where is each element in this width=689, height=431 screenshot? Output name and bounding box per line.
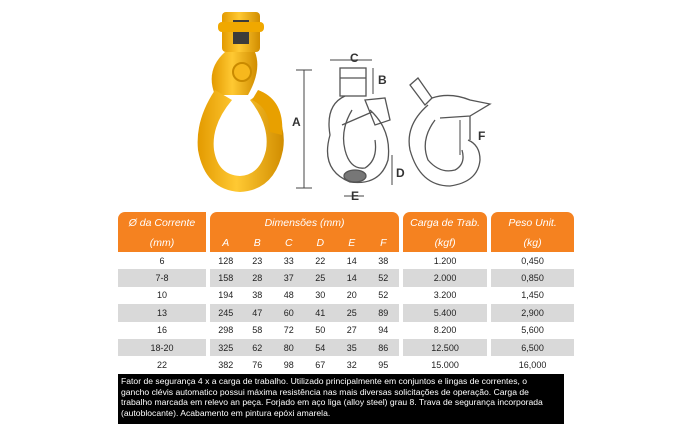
cell-dim: 50 bbox=[315, 325, 326, 336]
cell-weight: 5,600 bbox=[521, 325, 544, 336]
cell-dim: 98 bbox=[283, 360, 294, 371]
cell-dim: 38 bbox=[252, 290, 263, 301]
product-description bbox=[118, 374, 564, 424]
cell-dim: 76 bbox=[252, 360, 263, 371]
dim-label-c: C bbox=[350, 51, 359, 65]
cell-dim: 94 bbox=[378, 325, 389, 336]
header-weight: Peso Unit. bbox=[491, 212, 574, 234]
cell-dim: 30 bbox=[315, 290, 326, 301]
table-row bbox=[118, 356, 574, 373]
cell-dim: 52 bbox=[378, 290, 389, 301]
cell-dim: 95 bbox=[378, 360, 389, 371]
cell-dim: 52 bbox=[368, 269, 400, 286]
cell-weight: 6,500 bbox=[491, 339, 574, 356]
description-line: (autoblocante). Acabamento em pintura epóxi amarela. bbox=[121, 407, 331, 418]
cell-dim: 58 bbox=[252, 325, 263, 336]
cell-dim: 54 bbox=[305, 339, 337, 356]
cell-diameter: 16 bbox=[156, 325, 167, 336]
cell-load: 2.000 bbox=[403, 269, 487, 286]
cell-dim: 25 bbox=[305, 269, 337, 286]
cell-diameter: 7-8 bbox=[118, 269, 206, 286]
cell-dim: 194 bbox=[218, 290, 234, 301]
dim-label-f: F bbox=[478, 129, 486, 143]
cell-dim: 14 bbox=[336, 269, 368, 286]
header-dim-c: C bbox=[273, 234, 305, 252]
cell-load: 8.200 bbox=[433, 325, 457, 336]
description-line: gancho clévis automatico possui máxima resistência nas mais diversas solicitações de operação. Carga de bbox=[121, 386, 529, 397]
header-dim-e: E bbox=[336, 234, 368, 252]
dim-label-e: E bbox=[351, 189, 360, 203]
cell-dim: 22 bbox=[315, 255, 326, 266]
cell-dim: 89 bbox=[368, 304, 400, 321]
cell-dim: 48 bbox=[283, 290, 294, 301]
header-load-unit: (kgf) bbox=[403, 234, 487, 252]
cell-dim: 35 bbox=[336, 339, 368, 356]
cell-dim: 47 bbox=[242, 304, 274, 321]
cell-dim: 37 bbox=[273, 269, 305, 286]
cell-dim: 25 bbox=[336, 304, 368, 321]
header-dim-d: D bbox=[305, 234, 337, 252]
spec-table bbox=[118, 212, 574, 374]
cell-dim: 28 bbox=[242, 269, 274, 286]
cell-load: 3.200 bbox=[433, 290, 457, 301]
cell-dim: 60 bbox=[273, 304, 305, 321]
cell-dim: 38 bbox=[378, 255, 389, 266]
header-diameter-unit: (mm) bbox=[118, 234, 206, 252]
cell-dim: 27 bbox=[346, 325, 357, 336]
dim-label-b: B bbox=[378, 73, 387, 87]
table-row bbox=[118, 304, 574, 321]
dim-label-d: D bbox=[396, 166, 405, 180]
cell-diameter: 13 bbox=[118, 304, 206, 321]
cell-dim: 62 bbox=[242, 339, 274, 356]
cell-dim: 72 bbox=[283, 325, 294, 336]
cell-dim: 245 bbox=[210, 304, 242, 321]
cell-dim: 67 bbox=[315, 360, 326, 371]
cell-dim: 86 bbox=[368, 339, 400, 356]
header-dim-b: B bbox=[242, 234, 274, 252]
header-weight-unit: (kg) bbox=[491, 234, 574, 252]
table-row bbox=[118, 322, 574, 339]
header-load: Carga de Trab. bbox=[403, 212, 487, 234]
description-line: Fator de segurança 4 x a carga de trabalho. Utilizado principalmente em conjuntos e lingas de correntes, o bbox=[121, 376, 528, 386]
cell-dim: 298 bbox=[218, 325, 234, 336]
dim-label-a: A bbox=[292, 115, 301, 129]
cell-load: 15.000 bbox=[431, 360, 459, 371]
table-row bbox=[118, 287, 574, 304]
cell-dim: 33 bbox=[283, 255, 294, 266]
cell-dim: 41 bbox=[305, 304, 337, 321]
cell-load: 12.500 bbox=[403, 339, 487, 356]
cell-dim: 20 bbox=[346, 290, 357, 301]
cell-load: 1.200 bbox=[433, 255, 457, 266]
cell-dim: 382 bbox=[218, 360, 234, 371]
table-row bbox=[118, 339, 574, 356]
cell-diameter: 22 bbox=[156, 360, 167, 371]
cell-weight: 0,850 bbox=[491, 269, 574, 286]
cell-load: 5.400 bbox=[403, 304, 487, 321]
hook-photo bbox=[198, 12, 284, 192]
cell-dim: 32 bbox=[346, 360, 357, 371]
cell-diameter: 10 bbox=[156, 290, 167, 301]
header-dim-f: F bbox=[368, 234, 400, 252]
cell-dim: 158 bbox=[210, 269, 242, 286]
cell-weight: 0,450 bbox=[521, 255, 544, 266]
cell-weight: 16,000 bbox=[518, 360, 547, 371]
cell-diameter: 6 bbox=[159, 255, 165, 266]
product-illustration bbox=[0, 0, 689, 212]
cell-weight: 1,450 bbox=[521, 290, 544, 301]
cell-dim: 80 bbox=[273, 339, 305, 356]
table-row bbox=[118, 269, 574, 286]
cell-dim: 325 bbox=[210, 339, 242, 356]
header-dim-a: A bbox=[210, 234, 242, 252]
cell-dim: 14 bbox=[346, 255, 357, 266]
cell-weight: 2,900 bbox=[491, 304, 574, 321]
cell-dim: 128 bbox=[218, 255, 234, 266]
cell-dim: 23 bbox=[252, 255, 263, 266]
table-row bbox=[118, 252, 574, 269]
header-dimensions: Dimensões (mm) bbox=[210, 212, 399, 234]
header-diameter: Ø da Corrente bbox=[118, 212, 206, 234]
description-line: trabalho marcada em relevo an peça. Forjado em aço liga (alloy steel) grau 8. Trava de segurança incorporada bbox=[121, 397, 543, 408]
cell-diameter: 18-20 bbox=[118, 339, 206, 356]
